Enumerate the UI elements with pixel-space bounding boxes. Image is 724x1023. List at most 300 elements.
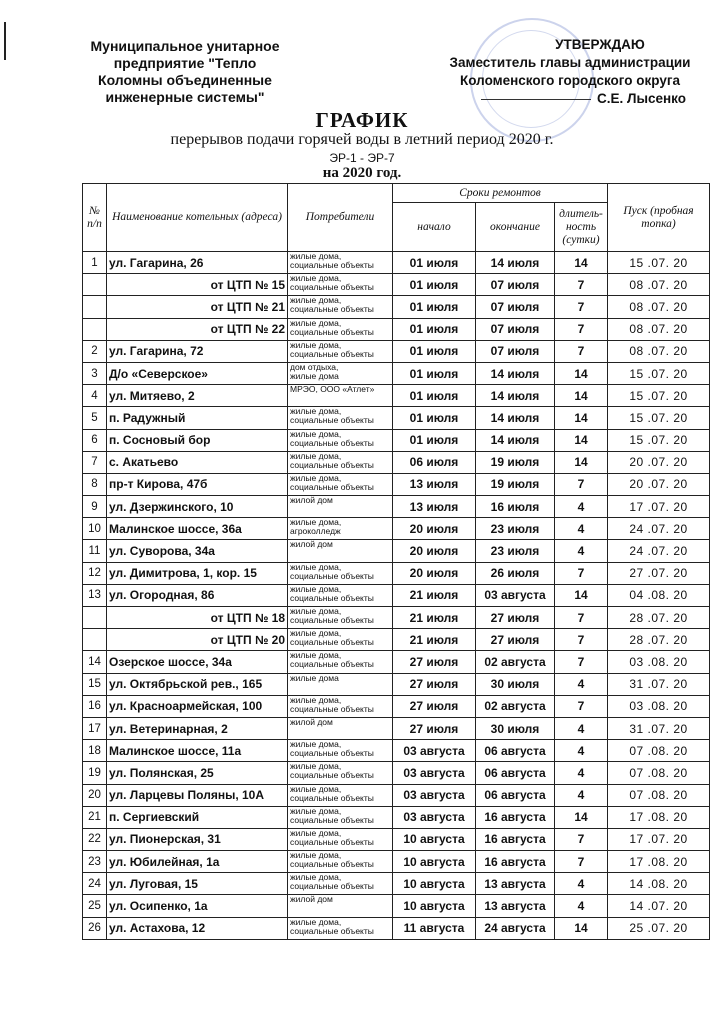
consumers-cell (288, 873, 393, 895)
launch-date: 03 .08. 20 (608, 651, 710, 673)
duration-days: 14 (555, 252, 608, 274)
launch-date: 15 .07. 20 (608, 252, 710, 274)
table-row (83, 473, 710, 495)
boiler-address: ул. Осипенко, 1а (107, 895, 288, 917)
consumer-line: жилые дома, (290, 273, 342, 284)
table-row (83, 407, 710, 429)
boiler-address: ул. Огородная, 86 (107, 584, 288, 606)
start-date: 27 июля (393, 651, 476, 673)
consumer-line: социальные объекты (290, 592, 374, 603)
header-period: Сроки ремонтов (393, 184, 608, 203)
document-subtitle: перерывов подачи горячей воды в летний период 2020 г. (170, 131, 554, 148)
end-date: 16 августа (476, 851, 555, 873)
end-date: 03 августа (476, 584, 555, 606)
boiler-address: ул. Гагарина, 26 (107, 252, 288, 274)
consumer-line: социальные объекты (290, 748, 374, 759)
table-row (83, 429, 710, 451)
table-row (83, 296, 710, 318)
boiler-address: п. Радужный (107, 407, 288, 429)
start-date: 01 июля (393, 274, 476, 296)
header-start: начало (393, 203, 476, 252)
end-date: 13 августа (476, 895, 555, 917)
consumers-cell (288, 473, 393, 495)
row-number: 24 (83, 873, 107, 895)
duration-days: 14 (555, 806, 608, 828)
row-number: 16 (83, 695, 107, 717)
launch-date: 28 .07. 20 (608, 629, 710, 651)
consumer-line: жилые дома, (290, 739, 342, 750)
start-date: 10 августа (393, 873, 476, 895)
launch-date: 15 .07. 20 (608, 362, 710, 384)
consumers-cell (288, 540, 393, 562)
consumer-line: жилые дома, (290, 828, 342, 838)
approval-signer (420, 90, 720, 108)
start-date: 03 августа (393, 762, 476, 784)
org-line: Муниципальное унитарное (90, 38, 280, 54)
duration-days: 14 (555, 451, 608, 473)
consumer-line: социальные объекты (290, 814, 374, 825)
launch-date: 15 .07. 20 (608, 385, 710, 407)
end-date: 16 июля (476, 496, 555, 518)
end-date: 07 июля (476, 340, 555, 362)
consumers-cell (288, 429, 393, 451)
approval-block (420, 36, 720, 108)
signature-line (481, 99, 591, 100)
consumer-line: МРЭО, ООО «Атлет» (290, 384, 375, 395)
row-number (83, 296, 107, 318)
consumer-line: социальные объекты (290, 437, 374, 448)
row-number: 26 (83, 917, 107, 939)
end-date: 19 июля (476, 451, 555, 473)
consumers-cell (288, 629, 393, 651)
consumer-line: жилые дома, (290, 872, 342, 883)
table-row (83, 518, 710, 540)
org-line: предприятие "Тепло (113, 55, 257, 71)
duration-days: 4 (555, 496, 608, 518)
launch-date: 31 .07. 20 (608, 673, 710, 695)
consumer-line: социальные объекты (290, 260, 374, 270)
end-date: 07 июля (476, 274, 555, 296)
consumer-line: социальные объекты (290, 459, 374, 470)
boiler-address: Малинское шоссе, 11а (107, 740, 288, 762)
consumer-line: жилые дома, (290, 850, 342, 861)
launch-date: 20 .07. 20 (608, 473, 710, 495)
row-number (83, 607, 107, 629)
consumers-cell (288, 518, 393, 540)
end-date: 13 августа (476, 873, 555, 895)
consumer-line: социальные объекты (290, 326, 374, 337)
row-number (83, 274, 107, 296)
row-number: 9 (83, 496, 107, 518)
row-number (83, 629, 107, 651)
table-row (83, 607, 710, 629)
consumer-line: жилые дома, (290, 429, 342, 439)
launch-date: 31 .07. 20 (608, 717, 710, 739)
consumer-line: социальные объекты (290, 637, 374, 648)
consumers-cell (288, 296, 393, 318)
consumers-cell (288, 762, 393, 784)
launch-date: 28 .07. 20 (608, 607, 710, 629)
consumer-line: жилые дома, (290, 784, 342, 794)
consumer-line: социальные объекты (290, 348, 374, 359)
end-date: 14 июля (476, 362, 555, 384)
duration-days: 7 (555, 274, 608, 296)
duration-days: 7 (555, 629, 608, 651)
boiler-address: ул. Юбилейная, 1а (107, 851, 288, 873)
table-row (83, 851, 710, 873)
launch-date: 03 .08. 20 (608, 695, 710, 717)
boiler-address: от ЦТП № 22 (107, 318, 288, 340)
table-row (83, 274, 710, 296)
consumer-line: жилые дома, (290, 650, 342, 661)
consumers-cell (288, 851, 393, 873)
launch-date: 24 .07. 20 (608, 518, 710, 540)
consumer-line: жилые дома, (290, 917, 342, 927)
boiler-address: Малинское шоссе, 36а (107, 518, 288, 540)
consumer-line: жилые дома, (290, 340, 342, 350)
consumers-cell (288, 651, 393, 673)
consumer-line: социальные объекты (290, 859, 374, 870)
consumer-line: социальные объекты (290, 659, 374, 670)
launch-date: 08 .07. 20 (608, 340, 710, 362)
consumers-cell (288, 385, 393, 407)
end-date: 07 июля (476, 296, 555, 318)
end-date: 16 августа (476, 806, 555, 828)
consumer-line: социальные объекты (290, 282, 374, 293)
consumers-cell (288, 673, 393, 695)
boiler-address: ул. Ларцевы Поляны, 10А (107, 784, 288, 806)
consumers-cell (288, 740, 393, 762)
table-row (83, 318, 710, 340)
table-row (83, 873, 710, 895)
header-duration: длитель-ность (сутки) (555, 203, 608, 252)
boiler-address: ул. Гагарина, 72 (107, 340, 288, 362)
consumer-line: жилые дома, (290, 628, 342, 639)
table-row (83, 695, 710, 717)
start-date: 21 июля (393, 629, 476, 651)
row-number: 3 (83, 362, 107, 384)
consumer-line: жилые дома, (290, 451, 342, 461)
launch-date: 17 .08. 20 (608, 806, 710, 828)
duration-days: 7 (555, 318, 608, 340)
start-date: 20 июля (393, 540, 476, 562)
row-number: 7 (83, 451, 107, 473)
start-date: 11 августа (393, 917, 476, 939)
table-row (83, 385, 710, 407)
boiler-address: ул. Полянская, 25 (107, 762, 288, 784)
start-date: 01 июля (393, 296, 476, 318)
launch-date: 24 .07. 20 (608, 540, 710, 562)
duration-days: 7 (555, 695, 608, 717)
duration-days: 4 (555, 717, 608, 739)
launch-date: 17 .08. 20 (608, 851, 710, 873)
consumers-cell (288, 252, 393, 274)
row-number: 19 (83, 762, 107, 784)
consumers-cell (288, 274, 393, 296)
row-number (83, 318, 107, 340)
consumer-line: социальные объекты (290, 770, 374, 781)
consumers-cell (288, 562, 393, 584)
consumer-line: социальные объекты (290, 304, 374, 315)
duration-days: 7 (555, 340, 608, 362)
boiler-address: п. Сосновый бор (107, 429, 288, 451)
header-name: Наименование котельных (адреса) (107, 184, 288, 252)
duration-days: 4 (555, 784, 608, 806)
duration-days: 7 (555, 828, 608, 850)
launch-date: 07 .08. 20 (608, 740, 710, 762)
end-date: 06 августа (476, 762, 555, 784)
boiler-address: ул. Астахова, 12 (107, 917, 288, 939)
duration-days: 4 (555, 518, 608, 540)
launch-date: 15 .07. 20 (608, 407, 710, 429)
row-number: 6 (83, 429, 107, 451)
table-row (83, 828, 710, 850)
consumer-line: жилые дома, (290, 562, 342, 572)
boiler-address: с. Акатьево (107, 451, 288, 473)
boiler-address: Озерское шоссе, 34а (107, 651, 288, 673)
end-date: 30 июля (476, 673, 555, 695)
launch-date: 08 .07. 20 (608, 318, 710, 340)
row-number: 14 (83, 651, 107, 673)
consumers-cell (288, 496, 393, 518)
consumer-line: жилой дом (290, 539, 333, 550)
consumer-line: социальные объекты (290, 415, 374, 426)
duration-days: 4 (555, 540, 608, 562)
duration-days: 4 (555, 762, 608, 784)
consumer-line: социальные объекты (290, 615, 374, 625)
consumer-line: жилые дома, (290, 251, 342, 261)
end-date: 27 июля (476, 607, 555, 629)
consumer-line: социальные объекты (290, 925, 374, 936)
start-date: 21 июля (393, 584, 476, 606)
approval-office: Коломенского городского округа (460, 73, 680, 88)
duration-days: 4 (555, 673, 608, 695)
row-number: 23 (83, 851, 107, 873)
end-date: 14 июля (476, 407, 555, 429)
start-date: 13 июля (393, 473, 476, 495)
row-number: 18 (83, 740, 107, 762)
launch-date: 27 .07. 20 (608, 562, 710, 584)
header-num: № п/п (83, 184, 107, 252)
consumers-cell (288, 806, 393, 828)
row-number: 4 (83, 385, 107, 407)
schedule-table (82, 183, 710, 940)
launch-date: 17 .07. 20 (608, 828, 710, 850)
table-row (83, 740, 710, 762)
end-date: 23 июля (476, 518, 555, 540)
start-date: 03 августа (393, 784, 476, 806)
launch-date: 07 .08. 20 (608, 784, 710, 806)
table-row (83, 806, 710, 828)
table-row (83, 651, 710, 673)
header-end: окончание (476, 203, 555, 252)
table-row (83, 784, 710, 806)
start-date: 20 июля (393, 562, 476, 584)
boiler-address: ул. Пионерская, 31 (107, 828, 288, 850)
duration-days: 14 (555, 407, 608, 429)
consumer-line: социальные объекты (290, 836, 374, 847)
consumer-line: жилые дома, (290, 806, 342, 816)
start-date: 20 июля (393, 518, 476, 540)
duration-days: 7 (555, 851, 608, 873)
end-date: 16 августа (476, 828, 555, 850)
approval-position: Заместитель главы администрации (449, 55, 691, 70)
header-consumers: Потребители (288, 184, 393, 252)
start-date: 01 июля (393, 362, 476, 384)
consumer-line: жилой дом (290, 495, 333, 506)
row-number: 10 (83, 518, 107, 540)
duration-days: 7 (555, 651, 608, 673)
end-date: 14 июля (476, 252, 555, 274)
table-row (83, 540, 710, 562)
row-number: 12 (83, 562, 107, 584)
consumer-line: социальные объекты (290, 881, 374, 892)
table-row (83, 673, 710, 695)
row-number: 15 (83, 673, 107, 695)
row-number: 13 (83, 584, 107, 606)
launch-date: 17 .07. 20 (608, 496, 710, 518)
launch-date: 20 .07. 20 (608, 451, 710, 473)
row-number: 8 (83, 473, 107, 495)
table-row (83, 629, 710, 651)
consumers-cell (288, 828, 393, 850)
start-date: 27 июля (393, 717, 476, 739)
table-row (83, 584, 710, 606)
organization-name (70, 38, 300, 106)
table-row (83, 762, 710, 784)
table-row (83, 362, 710, 384)
start-date: 03 августа (393, 806, 476, 828)
boiler-address: Д/о «Северское» (107, 362, 288, 384)
document-title: ГРАФИК (315, 108, 409, 132)
boiler-address: ул. Димитрова, 1, кор. 15 (107, 562, 288, 584)
end-date: 02 августа (476, 651, 555, 673)
start-date: 10 августа (393, 828, 476, 850)
boiler-address: ул. Октябрьской рев., 165 (107, 673, 288, 695)
duration-days: 14 (555, 385, 608, 407)
table-row (83, 717, 710, 739)
table-row (83, 496, 710, 518)
launch-date: 07 .08. 20 (608, 762, 710, 784)
launch-date: 15 .07. 20 (608, 429, 710, 451)
consumer-line: жилые дома, (290, 761, 342, 772)
org-line: Коломны объединенные (98, 72, 272, 88)
consumer-line: социальные объекты (290, 481, 374, 492)
launch-date: 08 .07. 20 (608, 296, 710, 318)
end-date: 06 августа (476, 784, 555, 806)
consumer-line: социальные объекты (290, 792, 374, 803)
boiler-address: ул. Ветеринарная, 2 (107, 717, 288, 739)
duration-days: 14 (555, 584, 608, 606)
start-date: 13 июля (393, 496, 476, 518)
start-date: 21 июля (393, 607, 476, 629)
duration-days: 14 (555, 917, 608, 939)
row-number: 25 (83, 895, 107, 917)
launch-date: 04 .08. 20 (608, 584, 710, 606)
boiler-address: от ЦТП № 21 (107, 296, 288, 318)
boiler-address: ул. Луговая, 15 (107, 873, 288, 895)
launch-date: 14 .08. 20 (608, 873, 710, 895)
row-number: 1 (83, 252, 107, 274)
consumers-cell (288, 917, 393, 939)
start-date: 27 июля (393, 695, 476, 717)
consumer-line: жилые дома, (290, 295, 342, 306)
boiler-address: ул. Суворова, 34а (107, 540, 288, 562)
boiler-address: п. Сергиевский (107, 806, 288, 828)
end-date: 27 июля (476, 629, 555, 651)
boiler-address: пр-т Кирова, 47б (107, 473, 288, 495)
consumer-line: социальные объекты (290, 570, 374, 581)
row-number: 5 (83, 407, 107, 429)
boiler-address: от ЦТП № 20 (107, 629, 288, 651)
end-date: 07 июля (476, 318, 555, 340)
start-date: 03 августа (393, 740, 476, 762)
consumer-line: жилые дома, (290, 695, 342, 705)
consumers-cell (288, 318, 393, 340)
header-launch: Пуск (пробная топка) (608, 184, 710, 252)
row-number: 11 (83, 540, 107, 562)
consumers-cell (288, 362, 393, 384)
table-row (83, 562, 710, 584)
duration-days: 7 (555, 296, 608, 318)
start-date: 01 июля (393, 429, 476, 451)
duration-days: 4 (555, 895, 608, 917)
consumer-line: агроколледж (290, 526, 341, 537)
duration-days: 14 (555, 362, 608, 384)
consumers-cell (288, 784, 393, 806)
consumer-line: жилые дома (290, 370, 339, 381)
start-date: 01 июля (393, 385, 476, 407)
table-row (83, 917, 710, 939)
end-date: 02 августа (476, 695, 555, 717)
boiler-address: ул. Дзержинского, 10 (107, 496, 288, 518)
consumer-line: дом отдыха, (290, 362, 339, 372)
end-date: 14 июля (476, 385, 555, 407)
consumer-line: социальные объекты (290, 703, 374, 714)
duration-days: 7 (555, 473, 608, 495)
start-date: 01 июля (393, 318, 476, 340)
start-date: 01 июля (393, 407, 476, 429)
start-date: 27 июля (393, 673, 476, 695)
consumer-line: жилые дома, (290, 473, 342, 483)
duration-days: 7 (555, 607, 608, 629)
table-row (83, 451, 710, 473)
row-number: 20 (83, 784, 107, 806)
org-line: инженерные системы" (105, 89, 265, 105)
end-date: 30 июля (476, 717, 555, 739)
duration-days: 4 (555, 740, 608, 762)
duration-days: 14 (555, 429, 608, 451)
consumer-line: жилые дома, (290, 606, 342, 616)
table-row (83, 340, 710, 362)
table-row (83, 895, 710, 917)
launch-date: 14 .07. 20 (608, 895, 710, 917)
start-date: 01 июля (393, 340, 476, 362)
duration-days: 4 (555, 873, 608, 895)
start-date: 01 июля (393, 252, 476, 274)
consumers-cell (288, 407, 393, 429)
start-date: 10 августа (393, 851, 476, 873)
consumer-line: жилые дома, (290, 517, 342, 528)
end-date: 26 июля (476, 562, 555, 584)
start-date: 10 августа (393, 895, 476, 917)
consumer-line: жилые дома, (290, 318, 342, 328)
row-number: 17 (83, 717, 107, 739)
boiler-address: ул. Красноармейская, 100 (107, 695, 288, 717)
consumers-cell (288, 695, 393, 717)
row-number: 2 (83, 340, 107, 362)
start-date: 06 июля (393, 451, 476, 473)
